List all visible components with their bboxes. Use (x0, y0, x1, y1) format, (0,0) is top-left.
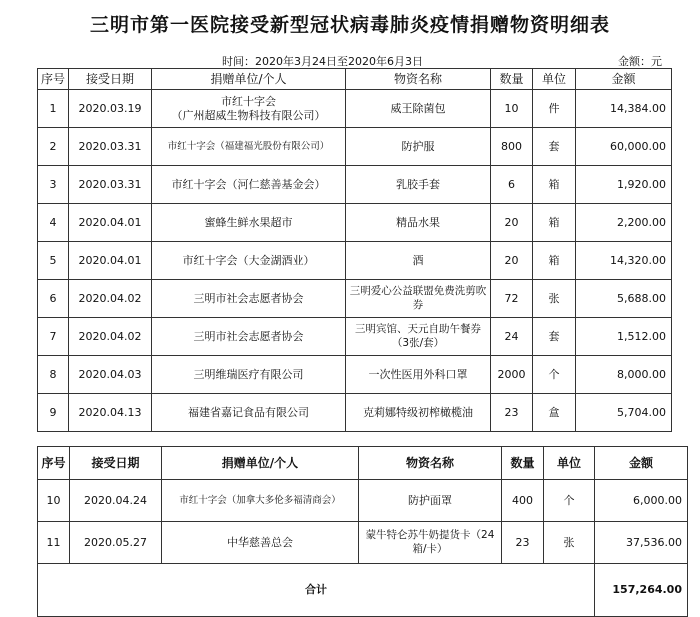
total-amount: 157,264.00 (595, 564, 688, 617)
cell-no: 3 (38, 166, 69, 204)
cell-qty: 6 (491, 166, 533, 204)
header-qty: 数量 (502, 447, 544, 480)
table-row (38, 356, 672, 394)
header-no: 序号 (38, 447, 70, 480)
cell-no: 8 (38, 356, 69, 394)
cell-item: 防护服 (346, 128, 491, 166)
cell-amount: 14,384.00 (576, 90, 672, 128)
cell-donor: 蜜蜂生鲜水果超市 (152, 204, 346, 242)
cell-qty: 800 (491, 128, 533, 166)
donation-table-part2 (37, 446, 688, 617)
cell-no: 5 (38, 242, 69, 280)
cell-amount: 60,000.00 (576, 128, 672, 166)
cell-date: 2020.03.31 (69, 166, 152, 204)
table-row (38, 166, 672, 204)
cell-amount: 1,512.00 (576, 318, 672, 356)
total-row (38, 564, 688, 617)
cell-unit: 套 (533, 318, 576, 356)
cell-amount: 5,704.00 (576, 394, 672, 432)
cell-qty: 20 (491, 204, 533, 242)
cell-item: 三明爱心公益联盟免费洗剪吹券 (346, 280, 491, 318)
cell-amount: 1,920.00 (576, 166, 672, 204)
cell-date: 2020.04.01 (69, 204, 152, 242)
header-date: 接受日期 (69, 69, 152, 90)
cell-amount: 6,000.00 (595, 480, 688, 522)
header-amount: 金额 (576, 69, 672, 90)
cell-date: 2020.04.13 (69, 394, 152, 432)
cell-item: 一次性医用外科口罩 (346, 356, 491, 394)
cell-unit: 个 (533, 356, 576, 394)
cell-item: 精品水果 (346, 204, 491, 242)
cell-qty: 23 (491, 394, 533, 432)
cell-no: 7 (38, 318, 69, 356)
cell-amount: 8,000.00 (576, 356, 672, 394)
table-row (38, 90, 672, 128)
cell-no: 4 (38, 204, 69, 242)
header-date: 接受日期 (70, 447, 162, 480)
cell-unit: 箱 (533, 242, 576, 280)
cell-item: 蒙牛特仑苏牛奶提货卡（24箱/卡） (359, 522, 502, 564)
cell-date: 2020.03.19 (69, 90, 152, 128)
table-row (38, 128, 672, 166)
cell-unit: 件 (533, 90, 576, 128)
header-unit: 单位 (544, 447, 595, 480)
cell-item: 酒 (346, 242, 491, 280)
cell-amount: 2,200.00 (576, 204, 672, 242)
cell-unit: 个 (544, 480, 595, 522)
cell-donor: 市红十字会（加拿大多伦多福清商会） (162, 480, 359, 522)
cell-item: 威王除菌包 (346, 90, 491, 128)
cell-no: 9 (38, 394, 69, 432)
cell-qty: 72 (491, 280, 533, 318)
cell-date: 2020.04.02 (69, 280, 152, 318)
cell-amount: 5,688.00 (576, 280, 672, 318)
cell-amount: 37,536.00 (595, 522, 688, 564)
cell-item: 三明宾馆、天元自助午餐券 （3张/套） (346, 318, 491, 356)
cell-qty: 2000 (491, 356, 533, 394)
cell-unit: 箱 (533, 204, 576, 242)
header-unit: 单位 (533, 69, 576, 90)
cell-qty: 10 (491, 90, 533, 128)
header-qty: 数量 (491, 69, 533, 90)
table-row (38, 242, 672, 280)
cell-no: 1 (38, 90, 69, 128)
period-label: 时间：2020年3月24日至2020年6月3日 (222, 55, 423, 68)
donation-table-part1 (37, 68, 672, 432)
total-label: 合计 (38, 564, 595, 617)
cell-qty: 20 (491, 242, 533, 280)
cell-date: 2020.04.03 (69, 356, 152, 394)
cell-unit: 盒 (533, 394, 576, 432)
header-item: 物资名称 (346, 69, 491, 90)
cell-unit: 箱 (533, 166, 576, 204)
cell-item: 克莉娜特级初榨橄榄油 (346, 394, 491, 432)
cell-donor: 中华慈善总会 (162, 522, 359, 564)
cell-amount: 14,320.00 (576, 242, 672, 280)
cell-date: 2020.04.24 (70, 480, 162, 522)
cell-qty: 24 (491, 318, 533, 356)
cell-date: 2020.04.02 (69, 318, 152, 356)
table-row (38, 318, 672, 356)
page-title: 三明市第一医院接受新型冠状病毒肺炎疫情捐赠物资明细表 (89, 14, 610, 36)
cell-date: 2020.05.27 (70, 522, 162, 564)
cell-item: 乳胶手套 (346, 166, 491, 204)
table-header-row (38, 69, 672, 90)
table-row (38, 280, 672, 318)
cell-no: 11 (38, 522, 70, 564)
table-row (38, 522, 688, 564)
table-row (38, 394, 672, 432)
cell-qty: 400 (502, 480, 544, 522)
cell-unit: 套 (533, 128, 576, 166)
header-donor: 捐赠单位/个人 (152, 69, 346, 90)
cell-donor: 福建省嘉记食品有限公司 (152, 394, 346, 432)
cell-donor: 市红十字会（福建福光股份有限公司） (152, 128, 346, 166)
cell-date: 2020.03.31 (69, 128, 152, 166)
cell-no: 10 (38, 480, 70, 522)
cell-no: 2 (38, 128, 69, 166)
table-row (38, 204, 672, 242)
cell-donor: 三明市社会志愿者协会 (152, 280, 346, 318)
cell-donor (152, 90, 346, 128)
cell-no: 6 (38, 280, 69, 318)
donor-name: 市红十字会 (221, 94, 276, 108)
cell-qty: 23 (502, 522, 544, 564)
cell-donor: 三明维瑞医疗有限公司 (152, 356, 346, 394)
header-amount: 金额 (595, 447, 688, 480)
cell-item: 防护面罩 (359, 480, 502, 522)
cell-date: 2020.04.01 (69, 242, 152, 280)
header-no: 序号 (38, 69, 69, 90)
cell-unit: 张 (544, 522, 595, 564)
cell-donor: 三明市社会志愿者协会 (152, 318, 346, 356)
header-donor: 捐赠单位/个人 (162, 447, 359, 480)
currency-unit-label: 金额：元 (618, 55, 662, 68)
cell-donor: 市红十字会（大金湖酒业） (152, 242, 346, 280)
table-row (38, 480, 688, 522)
cell-donor: 市红十字会（河仁慈善基金会） (152, 166, 346, 204)
table-header-row (38, 447, 688, 480)
donor-sub: （广州超威生物科技有限公司） (171, 108, 326, 122)
header-item: 物资名称 (359, 447, 502, 480)
cell-unit: 张 (533, 280, 576, 318)
